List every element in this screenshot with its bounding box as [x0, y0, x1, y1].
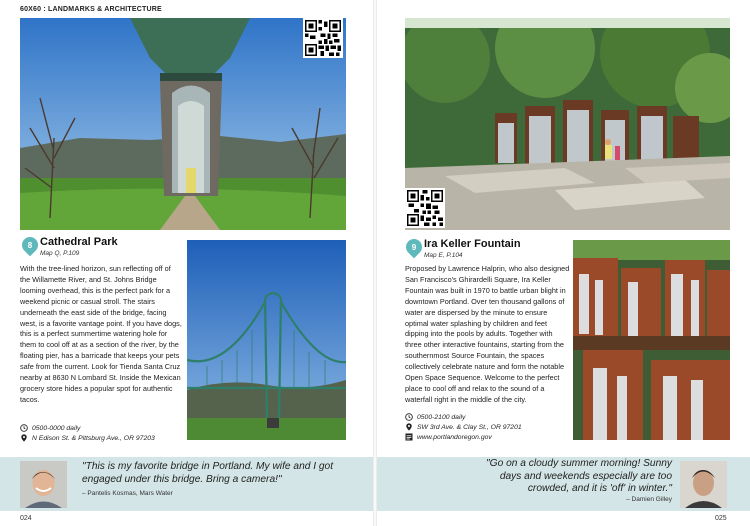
opening-hours: 0500-0000 daily [20, 424, 80, 432]
st-johns-bridge-photo [187, 240, 346, 440]
opening-hours: 0500-2100 daily [405, 413, 465, 421]
qr-code-icon[interactable] [405, 188, 445, 228]
right-page [375, 0, 750, 526]
map-number-pin-icon: 8 [19, 234, 42, 257]
page-number-left: 024 [20, 515, 32, 522]
page-gutter [373, 0, 377, 526]
section-header: 60X60 : LANDMARKS & ARCHITECTURE [20, 6, 162, 13]
location-pin-icon [405, 423, 413, 431]
page-number-right: 025 [715, 515, 727, 522]
website-icon [405, 433, 413, 441]
location-pin-icon [20, 434, 28, 442]
quote-attribution: – Damien Gilley [626, 496, 672, 503]
map-reference: Map E, P.104 [424, 252, 463, 259]
map-reference: Map Q, P.109 [40, 250, 80, 257]
avatar [20, 461, 67, 508]
place-description: With the tree-lined horizon, sun reflecting off of the Willamette River, and St. Johns Bridge looming overhead, this is the perfect park for a weekend picnic or casual stroll. The stairs underneath the east side of the bridge, facing west, is a favorite vantage point. If you have dogs, this is a perfect summertime watering hole for them to cool off at as a section of the river, by the floating pier, has a barricade that keeps your pets safe from the current. Look for Tienda Santa Cruz nearby at 8630 N Lombard St. Inside the Mexican grocery store hides a popular spot for authentic tacos. [20, 264, 182, 404]
place-title: Cathedral Park [40, 236, 118, 248]
place-title: Ira Keller Fountain [424, 238, 521, 250]
address: N Edison St. & Pittsburg Ave., OR 97203 [20, 434, 155, 442]
quote-text: "Go on a cloudy summer morning! Sunny days and weekends especially are too crowded, and it is 'off' in winter." [486, 458, 672, 495]
avatar [680, 461, 727, 508]
clock-icon [20, 424, 28, 432]
address: SW 3rd Ave. & Clay St., OR 97201 [405, 423, 522, 431]
website[interactable]: www.portlandoregon.gov [405, 433, 492, 441]
cathedral-park-main-photo [20, 18, 346, 230]
ira-keller-fountain-main-photo [405, 18, 730, 230]
place-description: Proposed by Lawrence Halprin, who also designed San Francisco's Ghirardelli Square, Ira Keller Fountain was built in 1970 to battle urban blight in downtown Portland. Over ten thousand gallons of water are dispersed by the minute to ensure optimal water splashing by children and feet dipping into the pools by adults. Together with three other interactive fountains, starting from the southernmost Source Fountain, the spaces collectively celebrate nature and form the notable Open Space Sequence. Welcome to the perfect place to cool off and relax to the sound of a waterfall right in the middle of the city. [405, 264, 570, 404]
quote-attribution: – Pantelis Kosmas, Mars Water [82, 490, 173, 497]
map-number-pin-icon: 9 [403, 236, 426, 259]
quote-text: "This is my favorite bridge in Portland. My wife and I got engaged under this bridge. Bring a camera!" [82, 461, 334, 485]
clock-icon [405, 413, 413, 421]
fountain-closeup-photo [573, 240, 730, 440]
qr-code-icon[interactable] [303, 18, 343, 58]
